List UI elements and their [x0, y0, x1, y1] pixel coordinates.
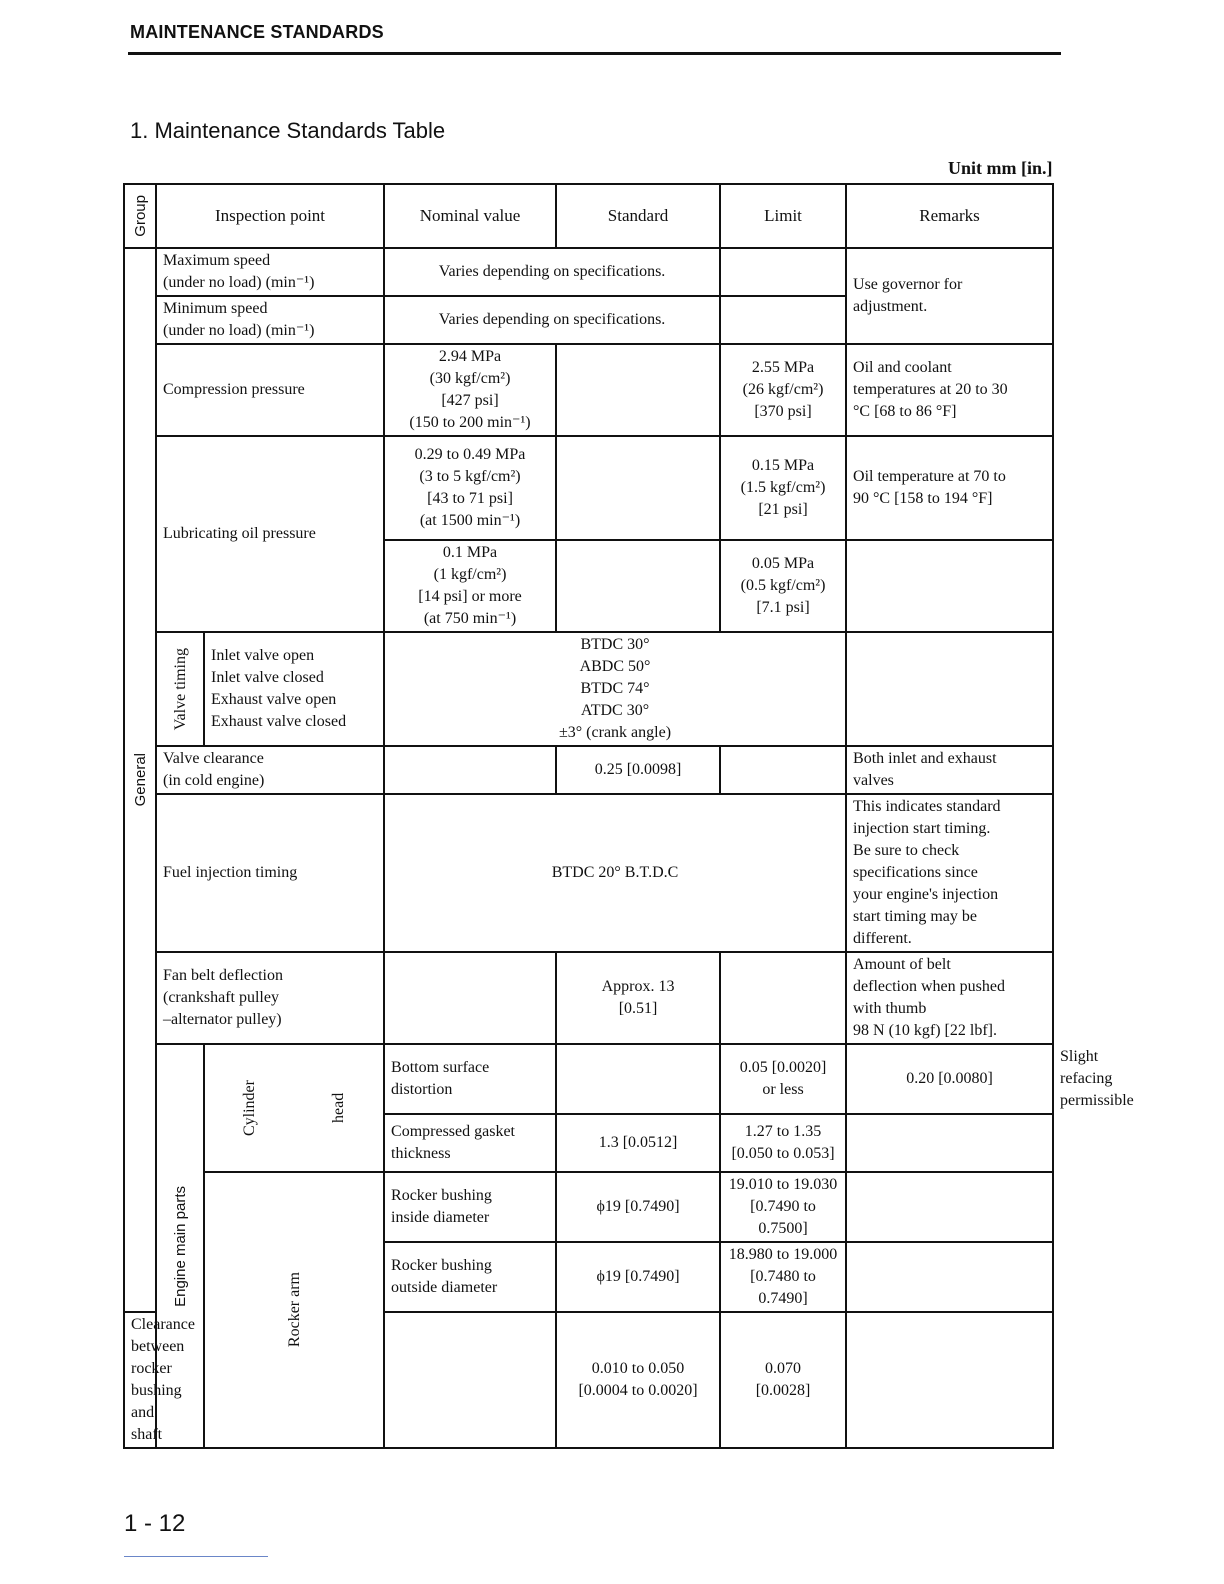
table-header-row — [124, 184, 1053, 248]
valve-timing-tolerance: ±3° (crank angle) — [559, 724, 672, 741]
lube-remarks-a-line1: Oil temperature at 70 to — [853, 468, 1006, 485]
group-label: Group — [131, 195, 149, 237]
compression-nominal — [384, 344, 556, 436]
fan-belt-standard-line2: [0.51] — [618, 1000, 658, 1017]
lube-nominal-a-line1: 0.29 to 0.49 MPa — [414, 446, 526, 463]
header-inspection-point: Inspection point — [156, 184, 384, 248]
fan-belt-remarks — [846, 952, 1053, 1044]
compression-remarks-line2: temperatures at 20 to 30 — [853, 381, 1008, 398]
bottom-surface-label-line2: distortion — [391, 1081, 453, 1098]
clearance-label — [124, 1312, 195, 1448]
header-group — [124, 184, 156, 248]
table-row — [124, 632, 1053, 746]
valve-timing-item-1: Inlet valve open — [211, 647, 315, 664]
valve-timing-values — [384, 632, 846, 746]
clearance-nominal — [384, 1312, 556, 1448]
lube-label: Lubricating oil pressure — [156, 436, 384, 632]
lube-nominal-a-line2: (3 to 5 kgf/cm²) — [419, 468, 521, 485]
valve-timing-value-3: BTDC 74° — [580, 680, 650, 697]
bushing-outside-standard-line2: [0.7480 to 0.7490] — [750, 1268, 816, 1307]
bottom-surface-label-line1: Bottom surface — [391, 1059, 490, 1076]
max-speed-label-line1: Maximum speed — [163, 252, 271, 269]
bushing-outside-label-line2: outside diameter — [391, 1279, 498, 1296]
fuel-injection-remarks-line2: injection start timing. — [853, 820, 991, 837]
valve-timing-value-4: ATDC 30° — [580, 702, 650, 719]
fan-belt-remarks-line1: Amount of belt — [853, 956, 951, 973]
valve-clearance-nominal — [384, 746, 556, 794]
table-row — [124, 1172, 1053, 1242]
fan-belt-nominal — [384, 952, 556, 1044]
fuel-injection-remarks-line4: specifications since — [853, 864, 978, 881]
lube-standard-b — [556, 540, 720, 632]
gasket-label — [384, 1114, 556, 1172]
compression-standard — [556, 344, 720, 436]
bottom-surface-standard-line2: or less — [762, 1081, 804, 1098]
clearance-label-line1: Clearance between — [131, 1316, 195, 1355]
gasket-limit — [846, 1114, 1053, 1172]
lube-nominal-b-line2: (1 kgf/cm²) — [433, 566, 507, 583]
lube-limit-b — [720, 540, 846, 632]
cylinder-head-label — [205, 1080, 383, 1136]
fuel-injection-label: Fuel injection timing — [156, 794, 384, 952]
table-row — [124, 746, 1053, 794]
compression-label: Compression pressure — [156, 344, 384, 436]
valve-clearance-label — [156, 746, 384, 794]
table-row — [124, 952, 1053, 1044]
lube-standard-a — [556, 436, 720, 540]
fuel-injection-remarks-line5: your engine's injection — [853, 886, 999, 903]
valve-timing-item-3: Exhaust valve open — [211, 691, 337, 708]
clearance-limit-line1: 0.070 — [765, 1360, 802, 1377]
bottom-surface-standard — [720, 1044, 846, 1114]
compression-limit-line3: [370 psi] — [754, 403, 812, 420]
bushing-inside-standard-line1: 19.010 to 19.030 — [728, 1176, 838, 1193]
clearance-standard — [556, 1312, 720, 1448]
cylinder-head-label-line2: head — [330, 1092, 347, 1124]
lube-nominal-a — [384, 436, 556, 540]
gasket-standard-line2: [0.050 to 0.053] — [731, 1145, 835, 1162]
rocker-arm-label: Rocker arm — [285, 1272, 303, 1348]
lube-nominal-b-line3: [14 psi] or more — [418, 588, 522, 605]
valve-timing-items — [204, 632, 384, 746]
gasket-standard-line1: 1.27 to 1.35 — [744, 1123, 822, 1140]
cylinder-head-label-line1: Cylinder — [241, 1080, 258, 1136]
lube-remarks-b — [846, 540, 1053, 632]
bushing-outside-nominal: ϕ19 [0.7490] — [556, 1242, 720, 1312]
fuel-injection-remarks — [846, 794, 1053, 952]
min-speed-label-line2: (under no load) (min⁻¹) — [163, 322, 315, 339]
fuel-injection-remarks-line7: different. — [853, 930, 912, 947]
lube-remarks-a-line2: 90 °C [158 to 194 °F] — [853, 490, 993, 507]
valve-clearance-limit — [720, 746, 846, 794]
min-speed-limit — [720, 296, 846, 344]
cylinder-head-subgroup — [204, 1044, 384, 1172]
table-row — [124, 794, 1053, 952]
min-speed-value: Varies depending on specifications. — [384, 296, 720, 344]
clearance-label-line2: rocker bushing and — [131, 1360, 182, 1421]
gasket-label-line2: thickness — [391, 1145, 451, 1162]
fan-belt-label — [156, 952, 384, 1044]
bushing-inside-standard-line2: [0.7490 to 0.7500] — [750, 1198, 816, 1237]
fan-belt-remarks-line2: deflection when pushed — [853, 978, 1005, 995]
running-header: MAINTENANCE STANDARDS — [130, 22, 384, 42]
valve-timing-item-2: Inlet valve closed — [211, 669, 324, 686]
lube-limit-a-line3: [21 psi] — [758, 501, 808, 518]
lube-limit-b-line1: 0.05 MPa — [751, 555, 815, 572]
bottom-surface-limit: 0.20 [0.0080] — [846, 1044, 1053, 1114]
clearance-limit-line2: [0.0028] — [755, 1382, 811, 1399]
clearance-remarks — [846, 1312, 1053, 1448]
fuel-injection-value: BTDC 20° B.T.D.C — [384, 794, 846, 952]
bushing-outside-standard — [720, 1242, 846, 1312]
bushing-inside-nominal: ϕ19 [0.7490] — [556, 1172, 720, 1242]
max-speed-label — [156, 248, 384, 296]
bottom-surface-nominal — [556, 1044, 720, 1114]
fuel-injection-remarks-line1: This indicates standard — [853, 798, 1001, 815]
fan-belt-standard-line1: Approx. 13 — [601, 978, 675, 995]
lube-limit-a — [720, 436, 846, 540]
valve-clearance-label-line1: Valve clearance — [163, 750, 264, 767]
compression-nominal-line4: (150 to 200 min⁻¹) — [409, 414, 531, 431]
header-nominal-value: Nominal value — [384, 184, 556, 248]
fan-belt-label-line2: (crankshaft pulley — [163, 989, 279, 1006]
speed-remarks — [846, 248, 1053, 344]
lube-remarks-a — [846, 436, 1053, 540]
valve-clearance-label-line2: (in cold engine) — [163, 772, 265, 789]
fan-belt-standard — [556, 952, 720, 1044]
footer-rule — [124, 1556, 268, 1557]
clearance-standard-line2: [0.0004 to 0.0020] — [578, 1382, 698, 1399]
clearance-limit — [720, 1312, 846, 1448]
bushing-outside-limit — [846, 1242, 1053, 1312]
gasket-nominal: 1.3 [0.0512] — [556, 1114, 720, 1172]
section-title: 1. Maintenance Standards Table — [130, 118, 446, 143]
min-speed-label — [156, 296, 384, 344]
lube-nominal-b-line1: 0.1 MPa — [442, 544, 498, 561]
bottom-surface-standard-line1: 0.05 [0.0020] — [739, 1059, 827, 1076]
clearance-label-line3: shaft — [131, 1426, 163, 1443]
speed-remarks-line1: Use governor for — [853, 276, 963, 293]
fan-belt-remarks-line4: 98 N (10 kgf) [22 lbf]. — [853, 1022, 997, 1039]
gasket-label-line1: Compressed gasket — [391, 1123, 515, 1140]
page-number: 1 - 12 — [124, 1510, 186, 1537]
valve-clearance-remarks-line2: valves — [853, 772, 894, 789]
valve-timing-remarks — [846, 632, 1053, 746]
compression-nominal-line2: (30 kgf/cm²) — [429, 370, 511, 387]
valve-clearance-remarks — [846, 746, 1053, 794]
lube-nominal-b-line4: (at 750 min⁻¹) — [423, 610, 517, 627]
fuel-injection-remarks-line6: start timing may be — [853, 908, 977, 925]
fan-belt-label-line3: –alternator pulley) — [163, 1011, 282, 1028]
group-engine-main-parts-label: Engine main parts — [171, 1185, 189, 1307]
fan-belt-label-line1: Fan belt deflection — [163, 967, 283, 984]
header-rule — [128, 52, 1061, 55]
compression-remarks — [846, 344, 1053, 436]
compression-nominal-line1: 2.94 MPa — [438, 348, 502, 365]
table-row — [124, 248, 1053, 296]
unit-note: Unit mm [in.] — [948, 158, 1053, 178]
max-speed-label-line2: (under no load) (min⁻¹) — [163, 274, 315, 291]
valve-timing-item-4: Exhaust valve closed — [211, 713, 347, 730]
compression-remarks-line3: °C [68 to 86 °F] — [853, 403, 957, 420]
compression-limit-line1: 2.55 MPa — [751, 359, 815, 376]
table-row — [124, 436, 1053, 540]
compression-limit — [720, 344, 846, 436]
compression-nominal-line3: [427 psi] — [441, 392, 499, 409]
lube-nominal-a-line4: (at 1500 min⁻¹) — [419, 512, 521, 529]
group-general-cell — [124, 248, 156, 1312]
max-speed-value: Varies depending on specifications. — [384, 248, 720, 296]
bottom-surface-label — [384, 1044, 556, 1114]
bushing-inside-standard — [720, 1172, 846, 1242]
valve-timing-label: Valve timing — [171, 647, 189, 731]
lube-limit-a-line1: 0.15 MPa — [751, 457, 815, 474]
speed-remarks-line2: adjustment. — [853, 298, 928, 315]
gasket-standard — [720, 1114, 846, 1172]
valve-timing-subgroup — [156, 632, 204, 746]
header-remarks: Remarks — [846, 184, 1053, 248]
bushing-inside-limit — [846, 1172, 1053, 1242]
valve-clearance-standard: 0.25 [0.0098] — [556, 746, 720, 794]
lube-nominal-a-line3: [43 to 71 psi] — [427, 490, 513, 507]
bushing-inside-label-line1: Rocker bushing — [391, 1187, 492, 1204]
table-row — [124, 344, 1053, 436]
bushing-inside-label — [384, 1172, 556, 1242]
bushing-outside-label — [384, 1242, 556, 1312]
header-limit: Limit — [720, 184, 846, 248]
max-speed-limit — [720, 248, 846, 296]
maintenance-standards-table — [123, 183, 1134, 1449]
valve-timing-value-1: BTDC 30° — [580, 636, 650, 653]
clearance-standard-line1: 0.010 to 0.050 — [591, 1360, 685, 1377]
bushing-inside-label-line2: inside diameter — [391, 1209, 490, 1226]
fuel-injection-remarks-line3: Be sure to check — [853, 842, 960, 859]
lube-limit-a-line2: (1.5 kgf/cm²) — [740, 479, 826, 496]
lube-limit-b-line3: [7.1 psi] — [756, 599, 810, 616]
min-speed-label-line1: Minimum speed — [163, 300, 268, 317]
rocker-arm-subgroup — [204, 1172, 384, 1448]
compression-limit-line2: (26 kgf/cm²) — [742, 381, 824, 398]
valve-clearance-remarks-line1: Both inlet and exhaust — [853, 750, 997, 767]
bushing-outside-label-line1: Rocker bushing — [391, 1257, 492, 1274]
fan-belt-remarks-line3: with thumb — [853, 1000, 927, 1017]
table-row: Engine main parts Cylinder head Bottom surface distortion 0.05 [0.0020] or less 0.20 [0.0080] Slight refacing permissible — [124, 1044, 1053, 1114]
bushing-outside-standard-line1: 18.980 to 19.000 — [728, 1246, 838, 1263]
fan-belt-limit — [720, 952, 846, 1044]
group-general-label: General — [131, 753, 149, 807]
lube-limit-b-line2: (0.5 kgf/cm²) — [740, 577, 826, 594]
compression-remarks-line1: Oil and coolant — [853, 359, 952, 376]
lube-nominal-b — [384, 540, 556, 632]
valve-timing-value-2: ABDC 50° — [579, 658, 651, 675]
header-standard: Standard — [556, 184, 720, 248]
